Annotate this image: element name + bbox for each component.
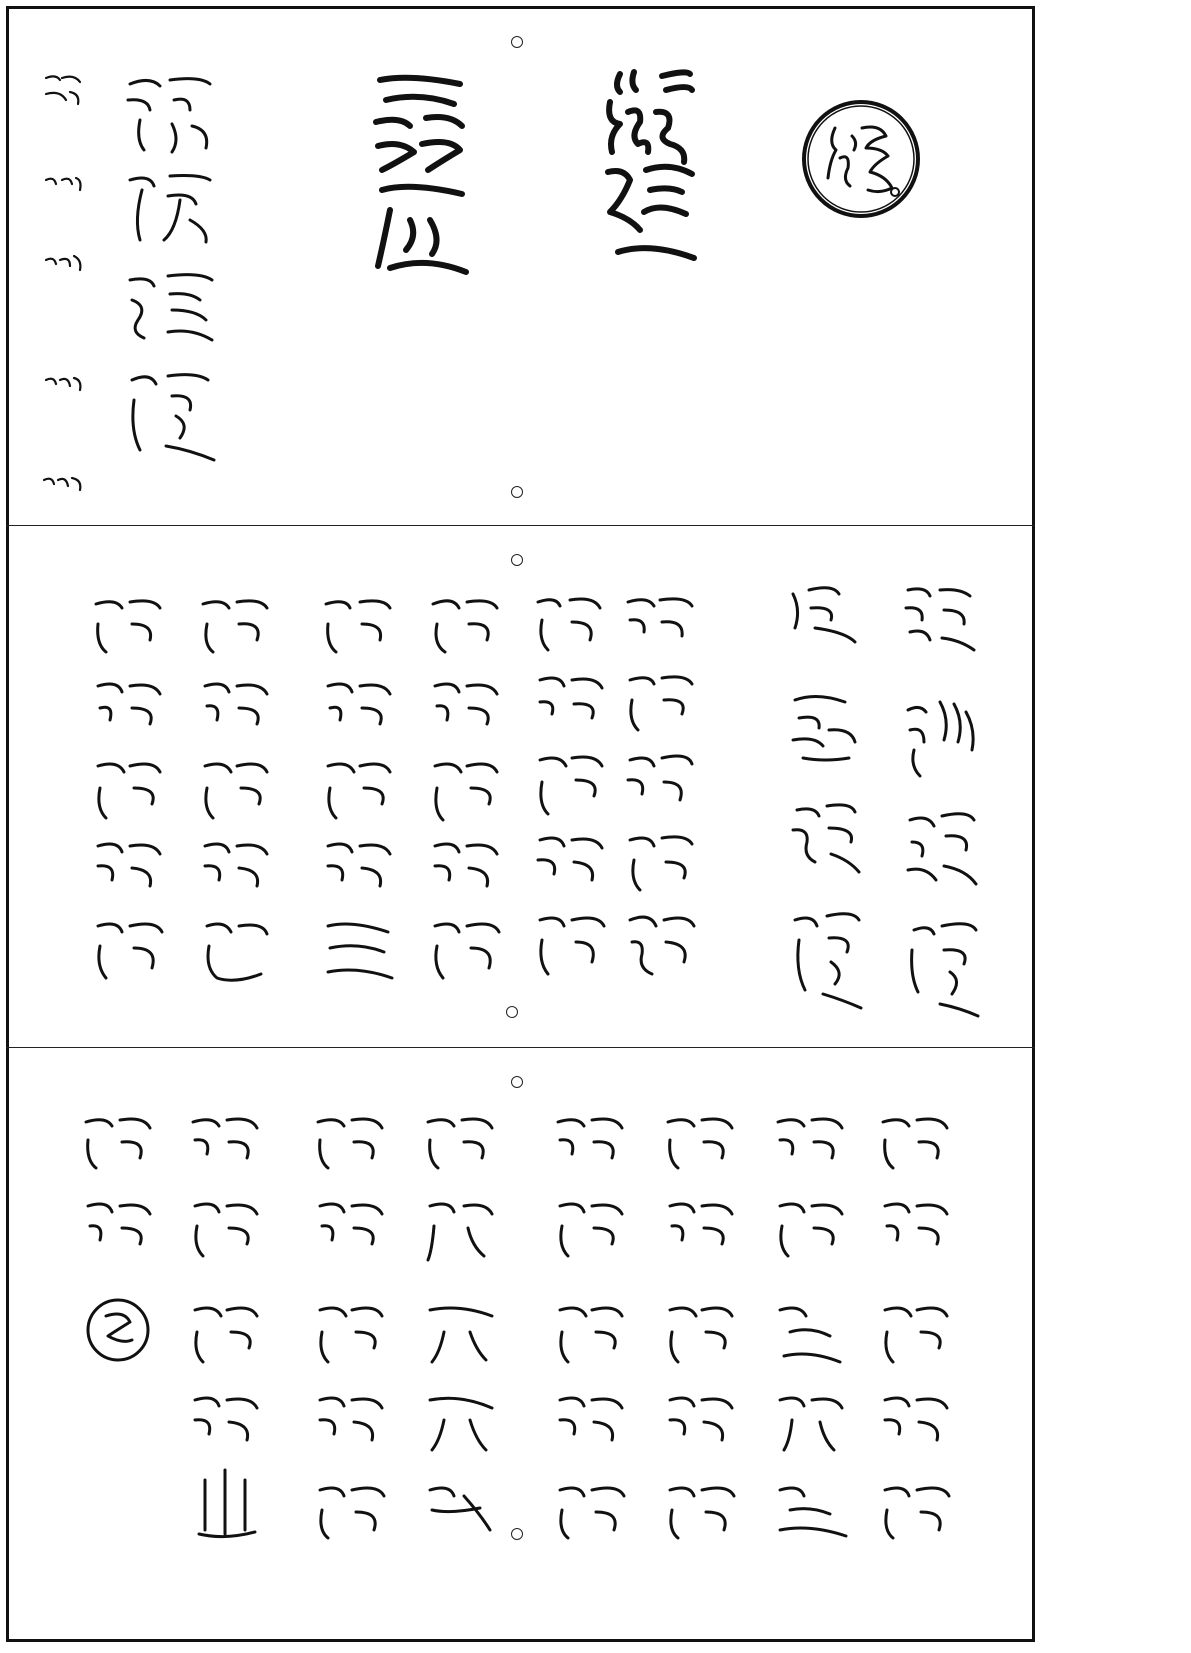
altar-talisman-left bbox=[370, 70, 470, 280]
punch-hole-marker bbox=[511, 1076, 523, 1088]
seal-script-column bbox=[900, 580, 980, 1020]
open-heaven-seal-talisman bbox=[800, 98, 922, 220]
punch-hole-marker bbox=[506, 1006, 518, 1018]
panel-divider-bottom bbox=[6, 1047, 1035, 1048]
seal-script-column bbox=[78, 1110, 158, 1370]
seal-script-column bbox=[185, 1110, 265, 1540]
panel-divider-top bbox=[6, 525, 1035, 526]
seal-script-column bbox=[318, 590, 398, 1010]
altar-talisman-right bbox=[600, 62, 700, 277]
seal-script-column bbox=[660, 1110, 740, 1540]
seal-script-column bbox=[195, 590, 275, 1010]
punch-hole-marker bbox=[511, 554, 523, 566]
seal-script-column bbox=[875, 1110, 955, 1540]
seal-script-column bbox=[310, 1110, 390, 1540]
seal-script-column bbox=[550, 1110, 630, 1540]
command-demon-strokes-column bbox=[40, 70, 85, 500]
command-demon-seal-column bbox=[120, 70, 220, 490]
seal-script-column bbox=[770, 1110, 850, 1540]
punch-hole-marker bbox=[511, 36, 523, 48]
punch-hole-marker bbox=[511, 486, 523, 498]
seal-script-column bbox=[88, 590, 168, 1010]
seal-script-column bbox=[530, 590, 610, 1010]
seal-script-column bbox=[785, 580, 865, 1020]
seal-script-column bbox=[420, 1110, 500, 1540]
seal-script-column bbox=[620, 590, 700, 1010]
punch-hole-marker bbox=[511, 1528, 523, 1540]
seal-script-column bbox=[425, 590, 505, 1010]
